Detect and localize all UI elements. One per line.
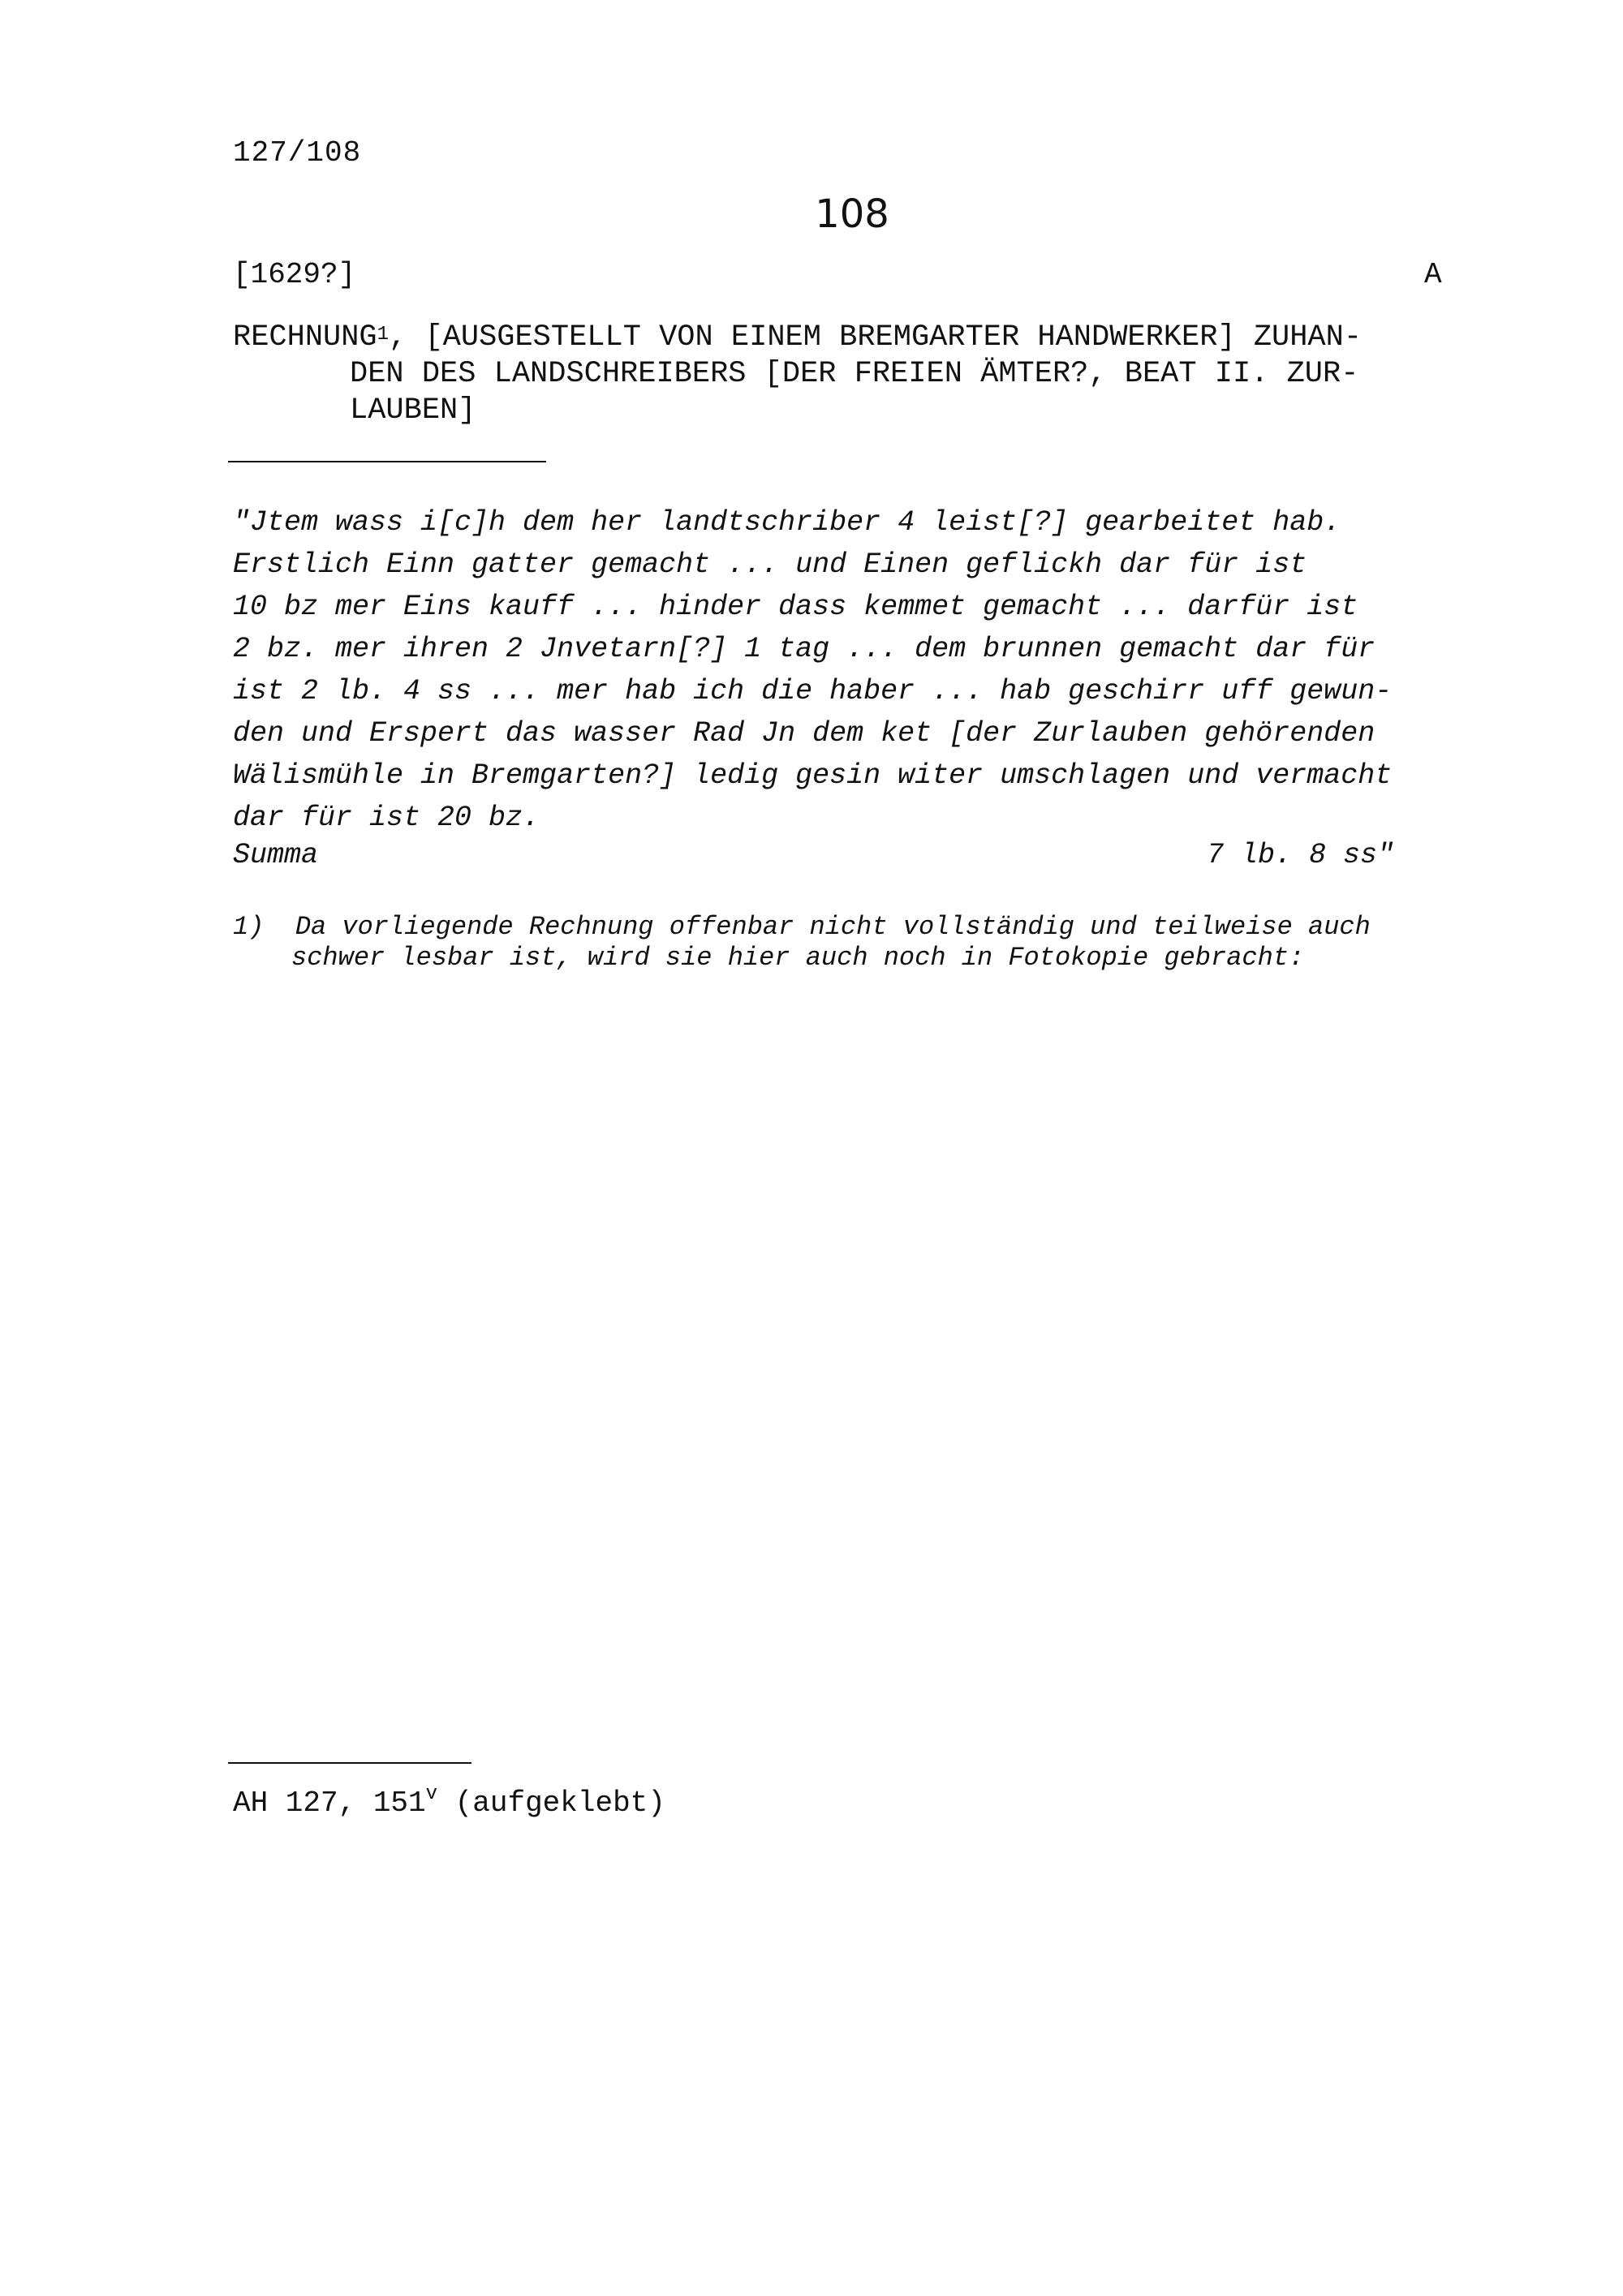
transcription-line: 2 bz. mer ihren 2 Jnvetarn[?] 1 tag ... dem brunnen gemacht dar für bbox=[233, 633, 1375, 665]
summa-value: 7 lb. 8 ss" bbox=[1207, 839, 1395, 871]
transcription-line: 10 bz mer Eins kauff ... hinder dass kemmet gemacht ... darfür ist bbox=[233, 591, 1358, 623]
footnote bbox=[233, 912, 1371, 974]
footnote-marker: 1) bbox=[233, 912, 265, 942]
title-line-3: LAUBEN] bbox=[350, 393, 476, 428]
footnote-ref[interactable]: 1 bbox=[377, 324, 390, 346]
title-divider bbox=[228, 461, 546, 462]
footnote-line-1 bbox=[233, 912, 1371, 943]
document-number: 108 bbox=[815, 191, 889, 237]
document-type-letter: A bbox=[1424, 258, 1442, 291]
footnote-text: Da vorliegende Rechnung offenbar nicht vollständig und teilweise auch bbox=[295, 912, 1371, 942]
source-sup: v bbox=[425, 1783, 438, 1805]
summa-label: Summa bbox=[233, 839, 319, 871]
archive-reference: 127/108 bbox=[233, 136, 362, 170]
transcription-line: Wälismühle in Bremgarten?] ledig gesin witer umschlagen und vermacht bbox=[233, 759, 1393, 792]
title-text: RECHNUNG bbox=[233, 320, 377, 355]
transcription-line: "Jtem wass i[c]h dem her landtschriber 4 leist[?] gearbeitet hab. bbox=[233, 506, 1341, 539]
transcription-line: ist 2 lb. 4 ss ... mer hab ich die haber ... hab geschirr uff gewun- bbox=[233, 675, 1393, 707]
transcription-line: dar für ist 20 bz. bbox=[233, 802, 540, 834]
source-citation bbox=[233, 1783, 665, 1820]
source-divider bbox=[228, 1762, 471, 1764]
document-title bbox=[233, 320, 1483, 429]
footnote-line-2: schwer lesbar ist, wird sie hier auch noch in Fotokopie gebracht: bbox=[291, 943, 1305, 973]
source-text: AH 127, 151 bbox=[233, 1786, 426, 1820]
title-line-1 bbox=[233, 320, 1483, 356]
source-note: (aufgeklebt) bbox=[437, 1786, 665, 1820]
transcription-line: Erstlich Einn gatter gemacht ... und Einen geflickh dar für ist bbox=[233, 548, 1307, 581]
transcription-line: den und Erspert das wasser Rad Jn dem ket [der Zurlauben gehörenden bbox=[233, 717, 1375, 750]
title-line-2: DEN DES LANDSCHREIBERS [DER FREIEN ÄMTER?, BEAT II. ZUR- bbox=[350, 357, 1359, 391]
document-date: [1629?] bbox=[233, 258, 356, 291]
transcription-body bbox=[233, 501, 1392, 839]
title-text: , [AUSGESTELLT VON EINEM BREMGARTER HANDWERKER] ZUHAN- bbox=[389, 320, 1363, 355]
